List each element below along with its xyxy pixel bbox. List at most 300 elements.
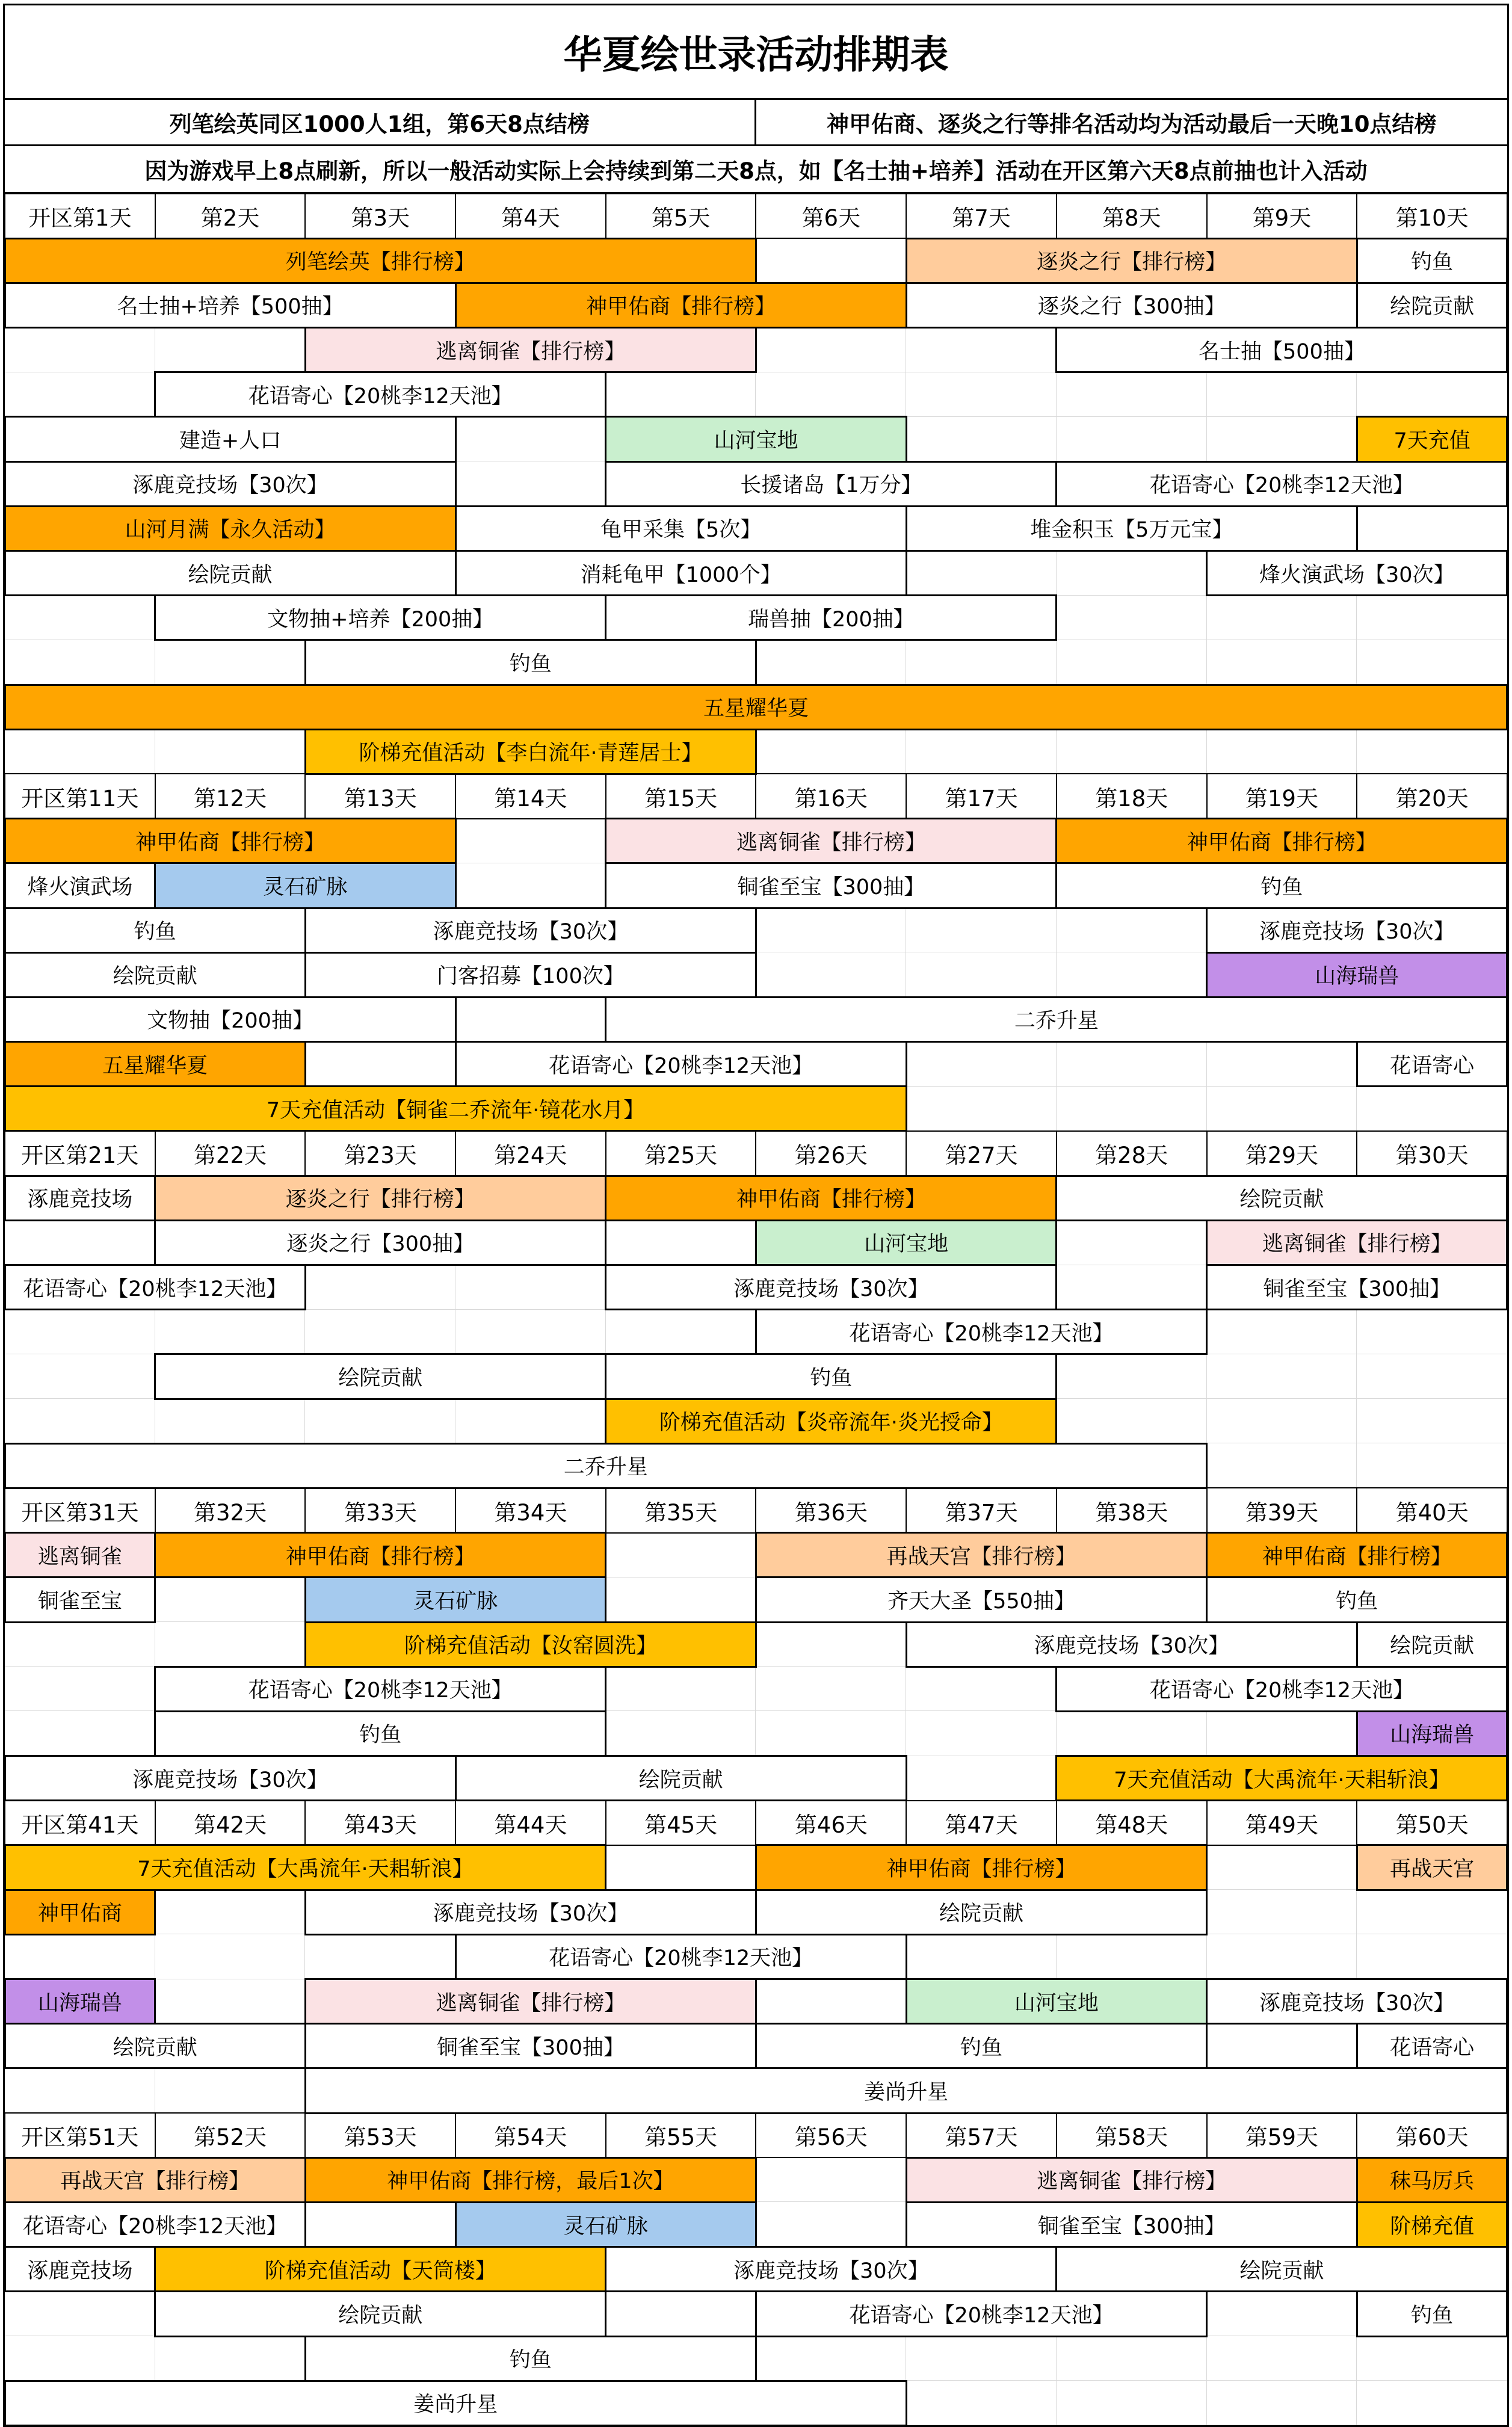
schedule-row bbox=[5, 1711, 1507, 1756]
empty-cell bbox=[305, 1265, 455, 1310]
day-cell: 第60天 bbox=[1356, 2112, 1508, 2158]
schedule-row bbox=[5, 1577, 1507, 1622]
empty-cell bbox=[1057, 1042, 1207, 1087]
day-cell: 第36天 bbox=[755, 1487, 907, 1533]
day-cell: 第17天 bbox=[906, 773, 1057, 819]
schedule-row bbox=[5, 551, 1507, 596]
activity-bar: 山河宝地 bbox=[906, 1978, 1208, 2025]
empty-cell bbox=[1057, 1220, 1207, 1265]
activity-bar: 神甲佑商【排行榜】 bbox=[154, 1532, 606, 1578]
empty-cell bbox=[1057, 2381, 1207, 2425]
empty-cell bbox=[1057, 551, 1207, 596]
empty-cell bbox=[1207, 1399, 1357, 1443]
activity-bar: 山河月满【永久活动】 bbox=[4, 505, 457, 552]
empty-cell bbox=[155, 1310, 306, 1354]
schedule-row bbox=[5, 908, 1507, 952]
empty-cell bbox=[5, 1399, 155, 1443]
schedule-row bbox=[5, 819, 1507, 863]
schedule-row bbox=[5, 1220, 1507, 1265]
day-cell: 第22天 bbox=[155, 1130, 306, 1176]
activity-bar: 五星耀华夏 bbox=[4, 684, 1508, 730]
empty-cell bbox=[455, 997, 606, 1041]
schedule-row bbox=[5, 997, 1507, 1041]
activity-bar: 7天充值活动【大禹流年·天耜斩浪】 bbox=[4, 1844, 607, 1890]
day-cell: 第38天 bbox=[1056, 1487, 1208, 1533]
activity-bar: 门客招募【100次】 bbox=[304, 952, 757, 998]
empty-cell bbox=[606, 2292, 756, 2336]
activity-bar: 建造+人口 bbox=[4, 416, 457, 462]
note-left: 列笔绘英同区1000人1组，第6天8点结榜 bbox=[5, 100, 756, 144]
activity-bar: 神甲佑商【排行榜】 bbox=[605, 1175, 1057, 1221]
activity-bar: 钓鱼 bbox=[1206, 1576, 1508, 1623]
activity-bar: 逐炎之行【300抽】 bbox=[154, 1220, 606, 1266]
empty-cell bbox=[1057, 596, 1207, 640]
empty-cell bbox=[5, 2292, 155, 2336]
empty-cell bbox=[1357, 1934, 1507, 1979]
day-cell: 开区第41天 bbox=[4, 1800, 156, 1846]
empty-cell bbox=[155, 1622, 306, 1667]
activity-bar: 再战天宫 bbox=[1356, 1844, 1508, 1890]
empty-cell bbox=[155, 1934, 306, 1979]
day-cell: 开区第1天 bbox=[4, 193, 156, 239]
activity-bar: 神甲佑商 bbox=[4, 1889, 156, 1935]
day-cell: 第5天 bbox=[605, 193, 757, 239]
schedule-row bbox=[5, 1310, 1507, 1354]
empty-cell bbox=[5, 1310, 155, 1354]
empty-cell bbox=[455, 819, 606, 863]
day-cell: 第3天 bbox=[304, 193, 456, 239]
empty-cell bbox=[906, 372, 1057, 417]
empty-cell bbox=[906, 952, 1057, 997]
day-cell: 第14天 bbox=[455, 773, 606, 819]
schedule-row bbox=[5, 2024, 1507, 2068]
activity-bar: 逃离铜雀【排行榜】 bbox=[304, 1978, 757, 2025]
schedule-row bbox=[5, 1667, 1507, 1711]
empty-cell bbox=[155, 1577, 306, 1622]
empty-cell bbox=[1357, 1399, 1507, 1443]
activity-bar: 花语寄心【20桃李12天池】 bbox=[755, 2290, 1208, 2337]
activity-bar: 姜尚升星 bbox=[4, 2380, 907, 2426]
empty-cell bbox=[1057, 729, 1207, 774]
empty-cell bbox=[1357, 1310, 1507, 1354]
day-cell: 第32天 bbox=[155, 1487, 306, 1533]
day-cell: 第48天 bbox=[1056, 1800, 1208, 1846]
activity-bar: 五星耀华夏 bbox=[4, 1041, 306, 1087]
activity-bar: 神甲佑商【排行榜】 bbox=[4, 818, 457, 864]
schedule-row bbox=[5, 1756, 1507, 1801]
activity-bar: 花语寄心【20桃李12天池】 bbox=[455, 1041, 907, 1087]
empty-cell bbox=[906, 1087, 1057, 1131]
schedule-row bbox=[5, 1176, 1507, 1220]
day-cell: 第37天 bbox=[906, 1487, 1057, 1533]
empty-cell bbox=[1357, 729, 1507, 774]
empty-cell bbox=[1357, 596, 1507, 640]
empty-cell bbox=[1207, 417, 1357, 461]
activity-bar: 阶梯充值活动【天筒楼】 bbox=[154, 2246, 606, 2292]
day-cell: 第53天 bbox=[304, 2112, 456, 2158]
activity-bar: 逃离铜雀【排行榜】 bbox=[304, 327, 757, 373]
empty-cell bbox=[5, 1354, 155, 1399]
activity-bar: 山海瑞兽 bbox=[1356, 1710, 1508, 1757]
empty-cell bbox=[1057, 1265, 1207, 1310]
empty-cell bbox=[906, 2381, 1057, 2425]
activity-bar: 钓鱼 bbox=[1356, 2290, 1508, 2337]
activity-bar: 7天充值活动【大禹流年·天耜斩浪】 bbox=[1055, 1755, 1508, 1801]
empty-cell bbox=[906, 2336, 1057, 2381]
empty-cell bbox=[756, 1622, 906, 1667]
day-cell: 第44天 bbox=[455, 1800, 606, 1846]
empty-cell bbox=[606, 1711, 756, 1756]
activity-bar: 山河宝地 bbox=[605, 416, 907, 462]
schedule-row bbox=[5, 2292, 1507, 2336]
activity-bar: 绘院贡献 bbox=[455, 1755, 907, 1801]
day-cell: 第13天 bbox=[304, 773, 456, 819]
schedule-row bbox=[5, 1042, 1507, 1087]
activity-bar: 花语寄心【20桃李12天池】 bbox=[4, 2201, 306, 2248]
day-cell: 第29天 bbox=[1206, 1130, 1358, 1176]
activity-bar: 逃离铜雀【排行榜】 bbox=[1206, 1220, 1508, 1266]
empty-cell bbox=[5, 2068, 155, 2113]
schedule-row bbox=[5, 729, 1507, 774]
activity-bar: 阶梯充值活动【炎帝流年·炎光授命】 bbox=[605, 1398, 1057, 1445]
empty-cell bbox=[155, 2068, 306, 2113]
schedule-row bbox=[5, 685, 1507, 729]
schedule-row bbox=[5, 1354, 1507, 1399]
day-cell: 第2天 bbox=[155, 193, 306, 239]
activity-bar: 名士抽【500抽】 bbox=[1055, 327, 1508, 373]
schedule-row bbox=[5, 2381, 1507, 2425]
activity-bar: 阶梯充值 bbox=[1356, 2201, 1508, 2248]
empty-cell bbox=[606, 1220, 756, 1265]
activity-bar: 列笔绘英【排行榜】 bbox=[4, 238, 757, 284]
empty-cell bbox=[1057, 1087, 1207, 1131]
schedule-row bbox=[5, 2202, 1507, 2247]
empty-cell bbox=[606, 372, 756, 417]
day-cell: 第34天 bbox=[455, 1487, 606, 1533]
empty-cell bbox=[5, 328, 155, 372]
empty-cell bbox=[155, 1399, 306, 1443]
activity-bar: 铜雀至宝【300抽】 bbox=[1206, 1264, 1508, 1310]
activity-bar: 再战天宫【排行榜】 bbox=[755, 1532, 1208, 1578]
empty-cell bbox=[455, 863, 606, 908]
day-cell: 第9天 bbox=[1206, 193, 1358, 239]
day-header-row bbox=[5, 774, 1507, 818]
empty-cell bbox=[906, 328, 1057, 372]
activity-bar: 山河宝地 bbox=[755, 1220, 1057, 1266]
day-cell: 第18天 bbox=[1056, 773, 1208, 819]
schedule-row bbox=[5, 1399, 1507, 1443]
activity-bar: 钓鱼 bbox=[304, 2336, 757, 2382]
activity-bar: 绘院贡献 bbox=[1055, 2246, 1508, 2292]
day-header-row bbox=[5, 1488, 1507, 1532]
empty-cell bbox=[906, 1756, 1057, 1801]
empty-cell bbox=[1207, 1087, 1357, 1131]
activity-bar: 绘院贡献 bbox=[755, 1889, 1208, 1935]
empty-cell bbox=[606, 1533, 756, 1577]
empty-cell bbox=[1357, 1443, 1507, 1488]
empty-cell bbox=[1057, 372, 1207, 417]
day-cell: 开区第51天 bbox=[4, 2112, 156, 2158]
empty-cell bbox=[155, 328, 306, 372]
empty-cell bbox=[1207, 2381, 1357, 2425]
day-header-row bbox=[5, 194, 1507, 238]
activity-bar: 逐炎之行【300抽】 bbox=[906, 282, 1358, 328]
empty-cell bbox=[5, 1220, 155, 1265]
day-cell: 第50天 bbox=[1356, 1800, 1508, 1846]
day-cell: 第42天 bbox=[155, 1800, 306, 1846]
activity-bar: 涿鹿竞技场【30次】 bbox=[906, 1621, 1358, 1668]
schedule-row bbox=[5, 1533, 1507, 1577]
empty-cell bbox=[5, 1711, 155, 1756]
schedule-row bbox=[5, 1890, 1507, 1934]
schedule-row bbox=[5, 1979, 1507, 2024]
activity-bar: 花语寄心 bbox=[1356, 2023, 1508, 2069]
schedule-row bbox=[5, 1265, 1507, 1310]
activity-bar: 逃离铜雀【排行榜】 bbox=[605, 818, 1057, 864]
activity-bar: 再战天宫【排行榜】 bbox=[4, 2157, 306, 2203]
schedule-row bbox=[5, 372, 1507, 417]
day-cell: 第16天 bbox=[755, 773, 907, 819]
day-cell: 第45天 bbox=[605, 1800, 757, 1846]
empty-cell bbox=[5, 2336, 155, 2381]
day-cell: 第49天 bbox=[1206, 1800, 1358, 1846]
day-cell: 第12天 bbox=[155, 773, 306, 819]
activity-bar: 绘院贡献 bbox=[154, 2290, 606, 2337]
activity-bar: 绘院贡献 bbox=[1356, 1621, 1508, 1668]
empty-cell bbox=[455, 1399, 606, 1443]
day-cell: 第47天 bbox=[906, 1800, 1057, 1846]
empty-cell bbox=[155, 2336, 306, 2381]
empty-cell bbox=[1207, 596, 1357, 640]
schedule-table bbox=[3, 4, 1509, 2427]
activity-bar: 消耗龟甲【1000个】 bbox=[455, 550, 907, 596]
activity-bar: 文物抽+培养【200抽】 bbox=[154, 594, 606, 641]
schedule-row bbox=[5, 596, 1507, 640]
activity-bar: 名士抽+培养【500抽】 bbox=[4, 282, 457, 328]
activity-bar: 铜雀至宝【300抽】 bbox=[906, 2201, 1358, 2248]
empty-cell bbox=[906, 1934, 1057, 1979]
empty-cell bbox=[906, 1042, 1057, 1087]
schedule-row bbox=[5, 640, 1507, 685]
day-cell: 第46天 bbox=[755, 1800, 907, 1846]
empty-cell bbox=[5, 640, 155, 685]
empty-cell bbox=[155, 729, 306, 774]
schedule-row bbox=[5, 1443, 1507, 1488]
notes-row-1 bbox=[5, 100, 1507, 146]
activity-bar: 逐炎之行【排行榜】 bbox=[154, 1175, 606, 1221]
activity-bar: 绘院贡献 bbox=[4, 2023, 306, 2069]
empty-cell bbox=[756, 1711, 906, 1756]
empty-cell bbox=[756, 908, 906, 952]
empty-cell bbox=[756, 372, 906, 417]
empty-cell bbox=[1057, 952, 1207, 997]
activity-bar: 钓鱼 bbox=[605, 1353, 1057, 1399]
activity-bar: 龟甲采集【5次】 bbox=[455, 505, 907, 552]
empty-cell bbox=[1057, 1354, 1207, 1399]
empty-cell bbox=[1357, 372, 1507, 417]
activity-bar: 灵石矿脉 bbox=[455, 2201, 757, 2248]
empty-cell bbox=[906, 640, 1057, 685]
day-header-row bbox=[5, 2113, 1507, 2157]
activity-bar: 钓鱼 bbox=[304, 639, 757, 685]
day-cell: 第39天 bbox=[1206, 1487, 1358, 1533]
activity-bar: 齐天大圣【550抽】 bbox=[755, 1576, 1208, 1623]
activity-bar: 绘院贡献 bbox=[154, 1353, 606, 1399]
activity-bar: 瑞兽抽【200抽】 bbox=[605, 594, 1057, 641]
day-cell: 第59天 bbox=[1206, 2112, 1358, 2158]
activity-bar: 钓鱼 bbox=[154, 1710, 606, 1757]
schedule-row bbox=[5, 283, 1507, 327]
empty-cell bbox=[155, 1890, 306, 1934]
empty-cell bbox=[906, 908, 1057, 952]
activity-bar: 阶梯充值活动【李白流年·青莲居士】 bbox=[304, 729, 757, 775]
activity-bar: 7天充值 bbox=[1356, 416, 1508, 462]
day-cell: 第28天 bbox=[1056, 1130, 1208, 1176]
empty-cell bbox=[305, 1399, 455, 1443]
activity-bar: 花语寄心 bbox=[1356, 1041, 1508, 1087]
activity-bar: 灵石矿脉 bbox=[154, 862, 456, 908]
empty-cell bbox=[1207, 1934, 1357, 1979]
activity-bar: 神甲佑商【排行榜】 bbox=[755, 1844, 1208, 1890]
schedule-row bbox=[5, 506, 1507, 550]
day-cell: 第40天 bbox=[1356, 1487, 1508, 1533]
activity-bar: 姜尚升星 bbox=[304, 2067, 1508, 2114]
day-cell: 第25天 bbox=[605, 1130, 757, 1176]
day-cell: 第27天 bbox=[906, 1130, 1057, 1176]
day-cell: 第6天 bbox=[755, 193, 907, 239]
activity-bar: 阶梯充值活动【汝窑圆洗】 bbox=[304, 1621, 757, 1668]
day-cell: 第54天 bbox=[455, 2112, 606, 2158]
day-header-row bbox=[5, 1801, 1507, 1845]
activity-bar: 神甲佑商【排行榜】 bbox=[1055, 818, 1508, 864]
schedule-row bbox=[5, 1622, 1507, 1667]
day-cell: 第33天 bbox=[304, 1487, 456, 1533]
empty-cell bbox=[1207, 1890, 1357, 1934]
activity-bar: 涿鹿竞技场 bbox=[4, 2246, 156, 2292]
activity-bar: 涿鹿竞技场【30次】 bbox=[605, 1264, 1057, 1310]
empty-cell bbox=[906, 1711, 1057, 1756]
day-cell: 第4天 bbox=[455, 193, 606, 239]
activity-bar: 涿鹿竞技场【30次】 bbox=[304, 1889, 757, 1935]
day-cell: 第8天 bbox=[1056, 193, 1208, 239]
empty-cell bbox=[1357, 1087, 1507, 1131]
activity-bar: 花语寄心【20桃李12天池】 bbox=[755, 1309, 1208, 1355]
empty-cell bbox=[1207, 1310, 1357, 1354]
schedule-row bbox=[5, 952, 1507, 997]
empty-cell bbox=[305, 1310, 455, 1354]
page-title: 华夏绘世录活动排期表 bbox=[5, 5, 1507, 100]
empty-cell bbox=[756, 640, 906, 685]
day-cell: 第55天 bbox=[605, 2112, 757, 2158]
activity-bar: 钓鱼 bbox=[1356, 238, 1508, 284]
empty-cell bbox=[155, 640, 306, 685]
activity-bar: 涿鹿竞技场【30次】 bbox=[1206, 907, 1508, 954]
activity-bar: 花语寄心【20桃李12天池】 bbox=[1055, 1666, 1508, 1712]
empty-cell bbox=[906, 417, 1057, 461]
activity-bar: 铜雀至宝 bbox=[4, 1576, 156, 1623]
empty-cell bbox=[1357, 506, 1507, 550]
note-full-width: 因为游戏早上8点刷新，所以一般活动实际上会持续到第二天8点，如【名士抽+培养】活动在开区第六天8点前抽也计入活动 bbox=[5, 146, 1507, 194]
day-header-row bbox=[5, 1131, 1507, 1176]
empty-cell bbox=[305, 1934, 455, 1979]
empty-cell bbox=[756, 1979, 906, 2024]
activity-bar: 花语寄心【20桃李12天池】 bbox=[455, 1934, 907, 1980]
empty-cell bbox=[906, 1667, 1057, 1711]
empty-cell bbox=[756, 2157, 906, 2202]
activity-bar: 涿鹿竞技场【30次】 bbox=[605, 2246, 1057, 2292]
empty-cell bbox=[1357, 2336, 1507, 2381]
day-cell: 第24天 bbox=[455, 1130, 606, 1176]
empty-cell bbox=[455, 417, 606, 461]
day-cell: 第57天 bbox=[906, 2112, 1057, 2158]
empty-cell bbox=[5, 1667, 155, 1711]
empty-cell bbox=[5, 729, 155, 774]
day-cell: 第52天 bbox=[155, 2112, 306, 2158]
activity-bar: 钓鱼 bbox=[1055, 862, 1508, 908]
empty-cell bbox=[1207, 2024, 1357, 2068]
empty-cell bbox=[606, 1577, 756, 1622]
activity-bar: 山海瑞兽 bbox=[1206, 952, 1508, 998]
empty-cell bbox=[606, 1310, 756, 1354]
empty-cell bbox=[155, 1979, 306, 2024]
empty-cell bbox=[455, 461, 606, 506]
empty-cell bbox=[5, 1622, 155, 1667]
empty-cell bbox=[756, 2336, 906, 2381]
empty-cell bbox=[906, 729, 1057, 774]
empty-cell bbox=[455, 1310, 606, 1354]
day-cell: 第15天 bbox=[605, 773, 757, 819]
schedule-row bbox=[5, 1087, 1507, 1131]
empty-cell bbox=[305, 2202, 455, 2247]
schedule-row bbox=[5, 863, 1507, 908]
activity-bar: 花语寄心【20桃李12天池】 bbox=[154, 1666, 606, 1712]
empty-cell bbox=[1207, 1845, 1357, 1890]
schedule-row bbox=[5, 2336, 1507, 2381]
activity-bar: 涿鹿竞技场【30次】 bbox=[304, 907, 757, 954]
activity-bar: 文物抽【200抽】 bbox=[4, 996, 457, 1043]
empty-cell bbox=[1207, 1711, 1357, 1756]
activity-bar: 钓鱼 bbox=[755, 2023, 1208, 2069]
activity-bar: 二乔升星 bbox=[605, 996, 1508, 1043]
schedule-row bbox=[5, 417, 1507, 461]
activity-bar: 绘院贡献 bbox=[1356, 282, 1508, 328]
activity-bar: 花语寄心【20桃李12天池】 bbox=[4, 1264, 306, 1310]
empty-cell bbox=[606, 1845, 756, 1890]
empty-cell bbox=[756, 328, 906, 372]
activity-bar: 绘院贡献 bbox=[4, 550, 457, 596]
empty-cell bbox=[5, 1934, 155, 1979]
activity-bar: 烽火演武场 bbox=[4, 862, 156, 908]
empty-cell bbox=[756, 729, 906, 774]
empty-cell bbox=[1357, 1890, 1507, 1934]
empty-cell bbox=[455, 1265, 606, 1310]
activity-bar: 灵石矿脉 bbox=[304, 1576, 606, 1623]
empty-cell bbox=[1357, 1354, 1507, 1399]
activity-bar: 涿鹿竞技场【30次】 bbox=[4, 461, 457, 507]
empty-cell bbox=[1057, 908, 1207, 952]
empty-cell bbox=[1207, 2336, 1357, 2381]
schedule-row bbox=[5, 2247, 1507, 2292]
activity-bar: 绘院贡献 bbox=[1055, 1175, 1508, 1221]
activity-bar: 花语寄心【20桃李12天池】 bbox=[154, 371, 606, 418]
schedule-row bbox=[5, 2068, 1507, 2113]
empty-cell bbox=[1207, 1443, 1357, 1488]
empty-cell bbox=[756, 238, 906, 283]
schedule-row bbox=[5, 328, 1507, 372]
empty-cell bbox=[1057, 417, 1207, 461]
empty-cell bbox=[1057, 1399, 1207, 1443]
day-cell: 第10天 bbox=[1356, 193, 1508, 239]
